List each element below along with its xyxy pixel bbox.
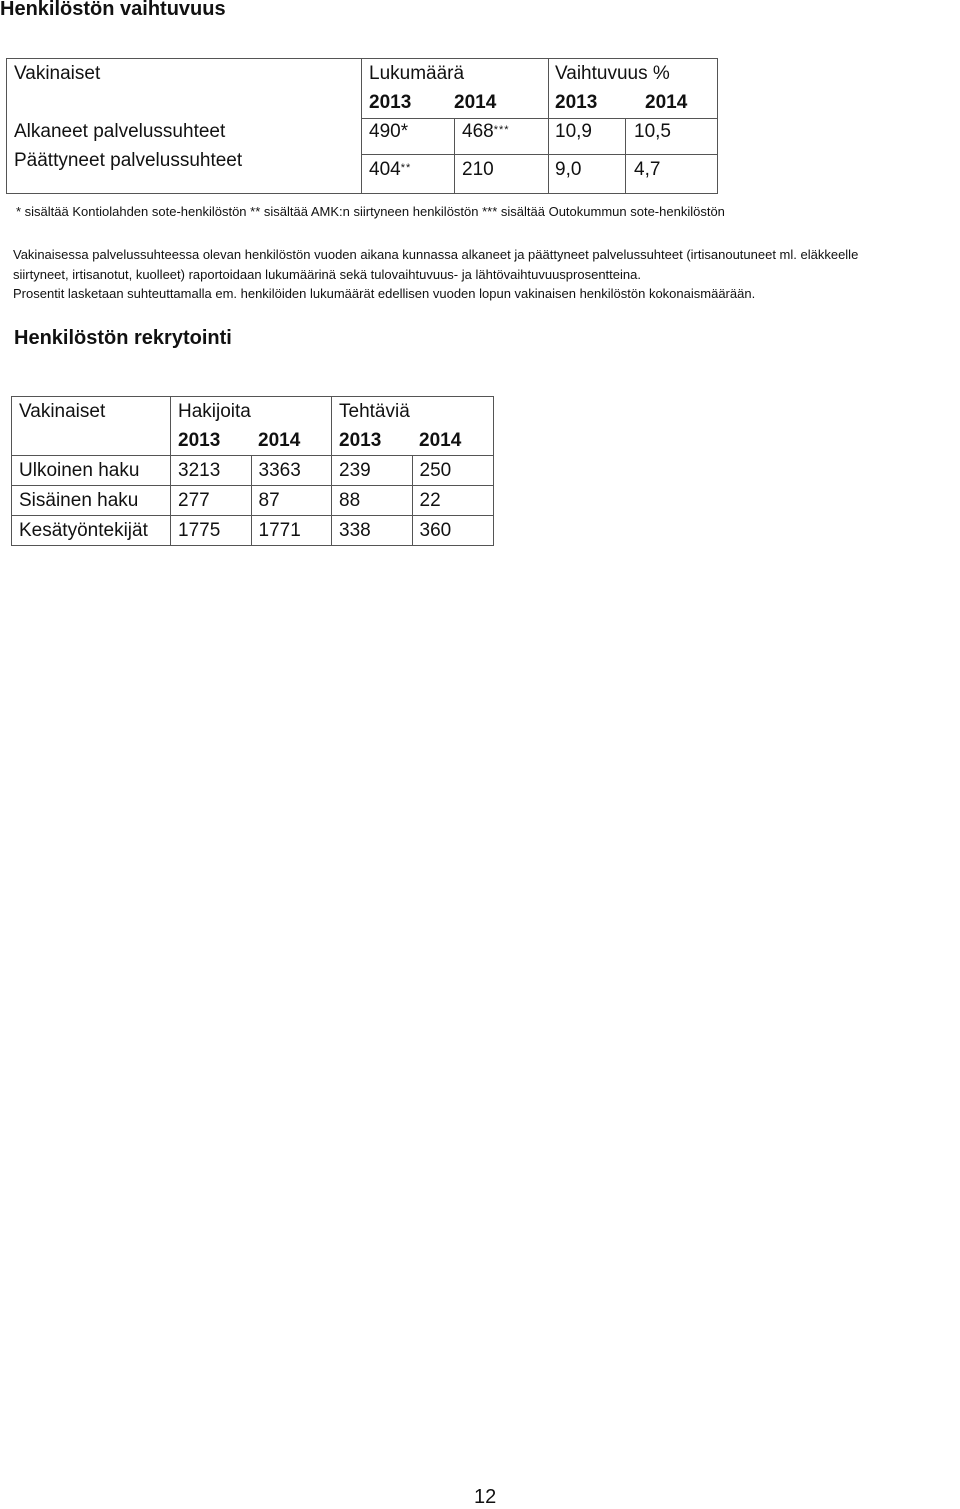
table-cell: 4,7 bbox=[634, 159, 661, 180]
year-header: 2014 bbox=[454, 92, 497, 113]
row-label: Kesätyöntekijät bbox=[12, 516, 171, 546]
table-category: Vakinaiset bbox=[14, 63, 101, 84]
table-cell: 10,9 bbox=[555, 121, 592, 142]
paragraph-line: siirtyneet, irtisanotut, kuolleet) raportoidaan lukumäärinä sekä tulovaihtuvuus- ja lähtövaihtuvuusprosentteina. bbox=[13, 266, 641, 282]
table-category: Vakinaiset bbox=[12, 397, 171, 427]
col-header-count: Lukumäärä bbox=[369, 63, 465, 84]
empty-cell bbox=[12, 426, 171, 456]
year-header: 2013 bbox=[171, 426, 252, 456]
year-header: 2013 bbox=[332, 426, 413, 456]
table-cell: 1775 bbox=[171, 516, 252, 546]
table-cell: 338 bbox=[332, 516, 413, 546]
explanation-paragraph bbox=[13, 245, 958, 304]
divider bbox=[361, 154, 717, 155]
divider bbox=[361, 59, 362, 193]
year-header: 2013 bbox=[369, 92, 412, 113]
col-header-positions: Tehtäviä bbox=[332, 397, 494, 427]
year-header: 2014 bbox=[645, 92, 688, 113]
table-cell: 404** bbox=[369, 159, 412, 180]
turnover-title: Henkilöstön vaihtuvuus bbox=[0, 0, 226, 20]
row-label: Alkaneet palvelussuhteet bbox=[14, 121, 226, 142]
table-cell: 250 bbox=[412, 456, 494, 486]
row-label: Ulkoinen haku bbox=[12, 456, 171, 486]
footnote: * sisältää Kontiolahden sote-henkilöstön ** sisältää AMK:n siirtyneen henkilöstön *** sisältää Outokummun sote-henkilöstön bbox=[16, 204, 725, 219]
table-cell: 22 bbox=[412, 486, 494, 516]
table-row bbox=[12, 516, 494, 546]
turnover-table bbox=[6, 58, 718, 194]
table-row bbox=[12, 456, 494, 486]
page-number: 12 bbox=[474, 1486, 497, 1508]
table-cell: 210 bbox=[462, 159, 494, 180]
footnote-mark: ** bbox=[400, 162, 412, 174]
paragraph-line: Prosentit lasketaan suhteuttamalla em. henkilöiden lukumäärät edellisen vuoden lopun vakinaisen henkilöstön kokonaismäärään. bbox=[13, 286, 756, 301]
table-cell: 3213 bbox=[171, 456, 252, 486]
divider bbox=[548, 59, 549, 193]
divider bbox=[625, 119, 626, 193]
table-cell: 360 bbox=[412, 516, 494, 546]
footnote-mark: *** bbox=[493, 124, 510, 136]
paragraph-line: Vakinaisessa palvelussuhteessa olevan henkilöstön vuoden aikana kunnassa alkaneet ja päättyneet palvelussuhteet (irtisanoutuneet ml. eläkkeelle bbox=[13, 247, 859, 262]
divider bbox=[361, 118, 717, 119]
table-row bbox=[12, 486, 494, 516]
row-label: Päättyneet palvelussuhteet bbox=[14, 150, 243, 171]
col-header-percent: Vaihtuvuus % bbox=[555, 63, 670, 84]
table-cell: 1771 bbox=[251, 516, 332, 546]
row-label: Sisäinen haku bbox=[12, 486, 171, 516]
year-header: 2013 bbox=[555, 92, 598, 113]
year-header: 2014 bbox=[412, 426, 494, 456]
recruitment-table bbox=[11, 396, 494, 546]
table-cell: 277 bbox=[171, 486, 252, 516]
col-header-applicants: Hakijoita bbox=[171, 397, 332, 427]
table-cell: 3363 bbox=[251, 456, 332, 486]
table-cell: 88 bbox=[332, 486, 413, 516]
year-header: 2014 bbox=[251, 426, 332, 456]
table-cell: 9,0 bbox=[555, 159, 582, 180]
table-cell: 87 bbox=[251, 486, 332, 516]
table-cell: 468*** bbox=[462, 121, 510, 142]
divider bbox=[454, 119, 455, 193]
table-cell: 239 bbox=[332, 456, 413, 486]
table-cell: 10,5 bbox=[634, 121, 671, 142]
recruitment-title: Henkilöstön rekrytointi bbox=[14, 327, 232, 349]
table-cell: 490* bbox=[369, 121, 409, 142]
